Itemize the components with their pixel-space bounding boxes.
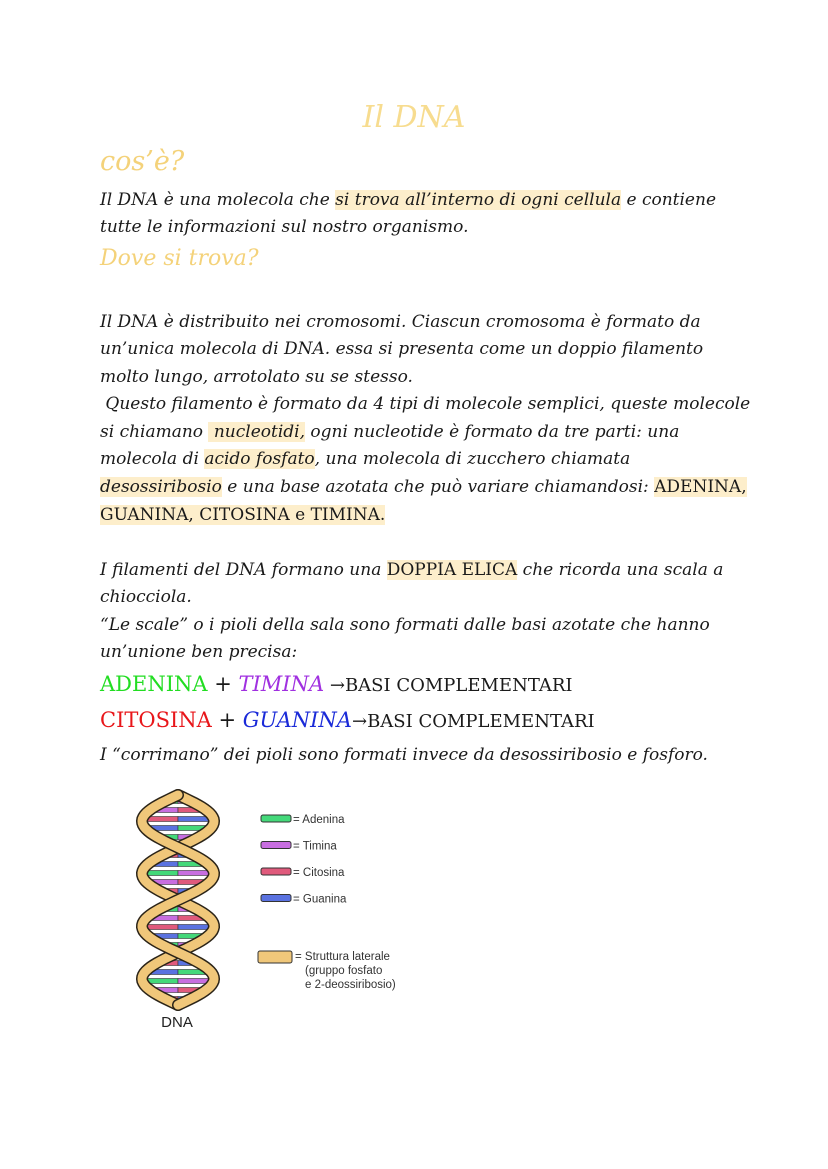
plus-sign: + [207, 672, 239, 696]
legend-label: = Adenina [293, 814, 345, 826]
timina-word: TIMINA [238, 672, 325, 696]
dna-figure [130, 785, 430, 1045]
body1-line-3: molto lungo, arrotolato su se stesso. [100, 367, 413, 387]
legend-swatch [261, 868, 291, 875]
body1-line-1: Il DNA è distribuito nei cromosomi. Ciascun cromosoma è formato da [100, 312, 701, 332]
page-title: Il DNA [362, 100, 466, 135]
body1-line-5 [100, 419, 679, 447]
text-span: Il DNA è una molecola che [100, 190, 336, 210]
text-span: , una molecola di zucchero chiamata [314, 449, 631, 469]
legend-label: = Guanina [293, 893, 347, 906]
text-span: molecola di [100, 449, 205, 469]
legend-swatch-backbone [258, 951, 292, 963]
legend-label: = Timina [293, 840, 337, 853]
legend-side-3: e 2-deossiribosio) [305, 979, 396, 991]
legend-side-1: = Struttura laterale [295, 951, 390, 963]
highlight-span: acido fosfato [204, 449, 315, 469]
body2-line-4: un’unione ben precisa: [100, 642, 298, 662]
text-span: I filamenti del DNA formano una [100, 560, 387, 580]
highlight-span: GUANINA, CITOSINA e TIMINA. [100, 505, 386, 525]
body2-line-3: “Le scale” o i pioli della sala sono formati dalle basi azotate che hanno [100, 615, 710, 635]
highlight-span: si trova all’interno di ogni cellula [335, 190, 622, 210]
body1-line-6 [100, 446, 630, 474]
legend-swatch [261, 842, 291, 849]
text-span: che ricorda una scala a [517, 560, 724, 580]
body2-line-2: chiocciola. [100, 587, 192, 607]
dna-diagram [130, 785, 430, 1045]
highlight-span: desossiribosio [100, 477, 222, 497]
heading-cose: cos’è? [100, 146, 185, 177]
complementary-label: →BASI COMPLEMENTARI [351, 711, 595, 732]
complementary-label: →BASI COMPLEMENTARI [324, 675, 573, 696]
highlight-span: ADENINA, [654, 477, 747, 497]
text-span: si chiamano [100, 422, 209, 442]
dna-helix [142, 795, 214, 1005]
body1-line-7 [100, 474, 747, 502]
body1-line-8 [100, 502, 385, 530]
highlight-span: nucleotidi, [208, 422, 305, 442]
legend-label: = Citosina [293, 867, 345, 879]
corrimano-line: I “corrimano” dei pioli sono formati invece da desossiribosio e fosforo. [100, 745, 708, 765]
highlight-span: DOPPIA ELICA [386, 560, 518, 580]
dna-legend [261, 814, 347, 906]
legend-swatch [261, 895, 291, 902]
dna-label: DNA [161, 1014, 193, 1031]
body1-line-4: Questo filamento è formato da 4 tipi di molecole semplici, queste molecole [100, 394, 751, 414]
heading-dove: Dove si trova? [100, 246, 259, 271]
intro-line-2: tutte le informazioni sul nostro organismo. [100, 217, 469, 237]
intro-line-1 [100, 187, 716, 215]
text-span: ogni nucleotide è formato da tre parti: una [305, 422, 680, 442]
plus-sign: + [211, 708, 243, 732]
body1-line-2: un’unica molecola di DNA. essa si presenta come un doppio filamento [100, 339, 704, 359]
guanina-word: GUANINA [242, 708, 352, 732]
pair-adenina-timina [100, 672, 573, 696]
legend-swatch [261, 815, 291, 822]
adenina-word: ADENINA [100, 672, 208, 696]
citosina-word: CITOSINA [100, 708, 212, 732]
legend-side-2: (gruppo fosfato [305, 965, 383, 977]
text-span: e una base azotata che può variare chiamandosi: [221, 477, 655, 497]
pair-citosina-guanina [100, 708, 595, 732]
body2-line-1 [100, 557, 723, 585]
text-span: e contiene [621, 190, 717, 210]
